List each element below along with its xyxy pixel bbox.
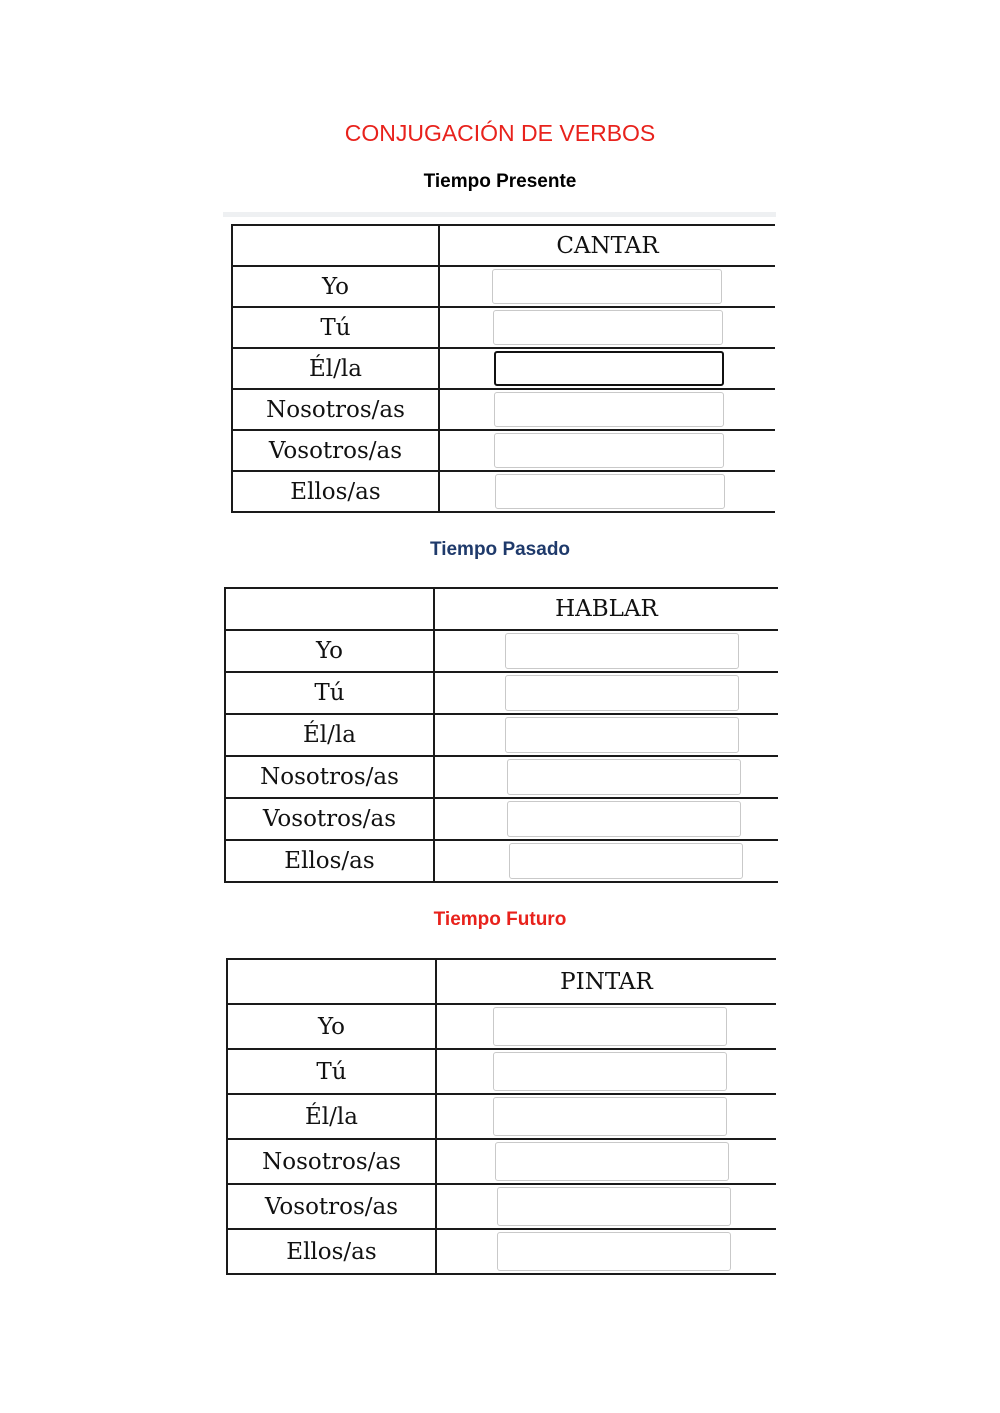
answer-input[interactable]: [505, 717, 739, 753]
section-heading-past: Tiempo Pasado: [429, 539, 571, 560]
header-empty-cell: [232, 225, 439, 266]
answer-cell: [436, 1094, 776, 1139]
answer-input[interactable]: [505, 675, 739, 711]
header-empty-cell: [225, 588, 434, 630]
page-title: CONJUGACIÓN DE VERBOS: [344, 120, 656, 146]
answer-input[interactable]: [492, 269, 722, 304]
answer-cell: [439, 266, 775, 307]
answer-input[interactable]: [493, 1007, 727, 1046]
pronoun-cell: Él/la: [232, 348, 439, 389]
divider: [223, 212, 776, 217]
pronoun-cell: Vosotros/as: [225, 798, 434, 840]
pronoun-cell: Ellos/as: [227, 1229, 436, 1274]
answer-cell: [436, 1229, 776, 1274]
answer-input[interactable]: [497, 1232, 731, 1271]
pronoun-cell: Él/la: [227, 1094, 436, 1139]
answer-cell: [434, 840, 778, 882]
answer-cell: [439, 348, 775, 389]
verb-header: PINTAR: [436, 959, 776, 1004]
pronoun-cell: Yo: [227, 1004, 436, 1049]
answer-cell: [436, 1184, 776, 1229]
pronoun-cell: Ellos/as: [232, 471, 439, 512]
pronoun-cell: Nosotros/as: [225, 756, 434, 798]
verb-header: CANTAR: [439, 225, 775, 266]
conjugation-table-future: [226, 958, 776, 1275]
pronoun-cell: Ellos/as: [225, 840, 434, 882]
answer-cell: [439, 389, 775, 430]
section-heading-future: Tiempo Futuro: [433, 909, 567, 930]
answer-cell: [439, 471, 775, 512]
answer-input[interactable]: [494, 433, 724, 468]
answer-cell: [439, 307, 775, 348]
answer-cell: [436, 1049, 776, 1094]
answer-cell: [434, 798, 778, 840]
answer-input[interactable]: [507, 759, 741, 795]
answer-input[interactable]: [495, 1142, 729, 1181]
answer-input[interactable]: [493, 1097, 727, 1136]
pronoun-cell: Vosotros/as: [227, 1184, 436, 1229]
answer-input[interactable]: [497, 1187, 731, 1226]
answer-input[interactable]: [495, 474, 725, 509]
answer-input[interactable]: [505, 633, 739, 669]
answer-cell: [434, 630, 778, 672]
answer-input[interactable]: [509, 843, 743, 879]
header-empty-cell: [227, 959, 436, 1004]
answer-cell: [434, 672, 778, 714]
answer-cell: [436, 1004, 776, 1049]
pronoun-cell: Él/la: [225, 714, 434, 756]
answer-input[interactable]: [493, 310, 723, 345]
answer-input[interactable]: [494, 351, 724, 386]
pronoun-cell: Yo: [232, 266, 439, 307]
pronoun-cell: Yo: [225, 630, 434, 672]
pronoun-cell: Tú: [227, 1049, 436, 1094]
answer-cell: [434, 756, 778, 798]
pronoun-cell: Nosotros/as: [232, 389, 439, 430]
conjugation-table-past: [224, 587, 778, 883]
pronoun-cell: Tú: [225, 672, 434, 714]
conjugation-table-present: [231, 224, 775, 513]
answer-input[interactable]: [493, 1052, 727, 1091]
pronoun-cell: Vosotros/as: [232, 430, 439, 471]
answer-input[interactable]: [494, 392, 724, 427]
pronoun-cell: Tú: [232, 307, 439, 348]
answer-cell: [436, 1139, 776, 1184]
answer-cell: [434, 714, 778, 756]
answer-cell: [439, 430, 775, 471]
answer-input[interactable]: [507, 801, 741, 837]
section-heading-present: Tiempo Presente: [423, 171, 577, 192]
pronoun-cell: Nosotros/as: [227, 1139, 436, 1184]
verb-header: HABLAR: [434, 588, 778, 630]
